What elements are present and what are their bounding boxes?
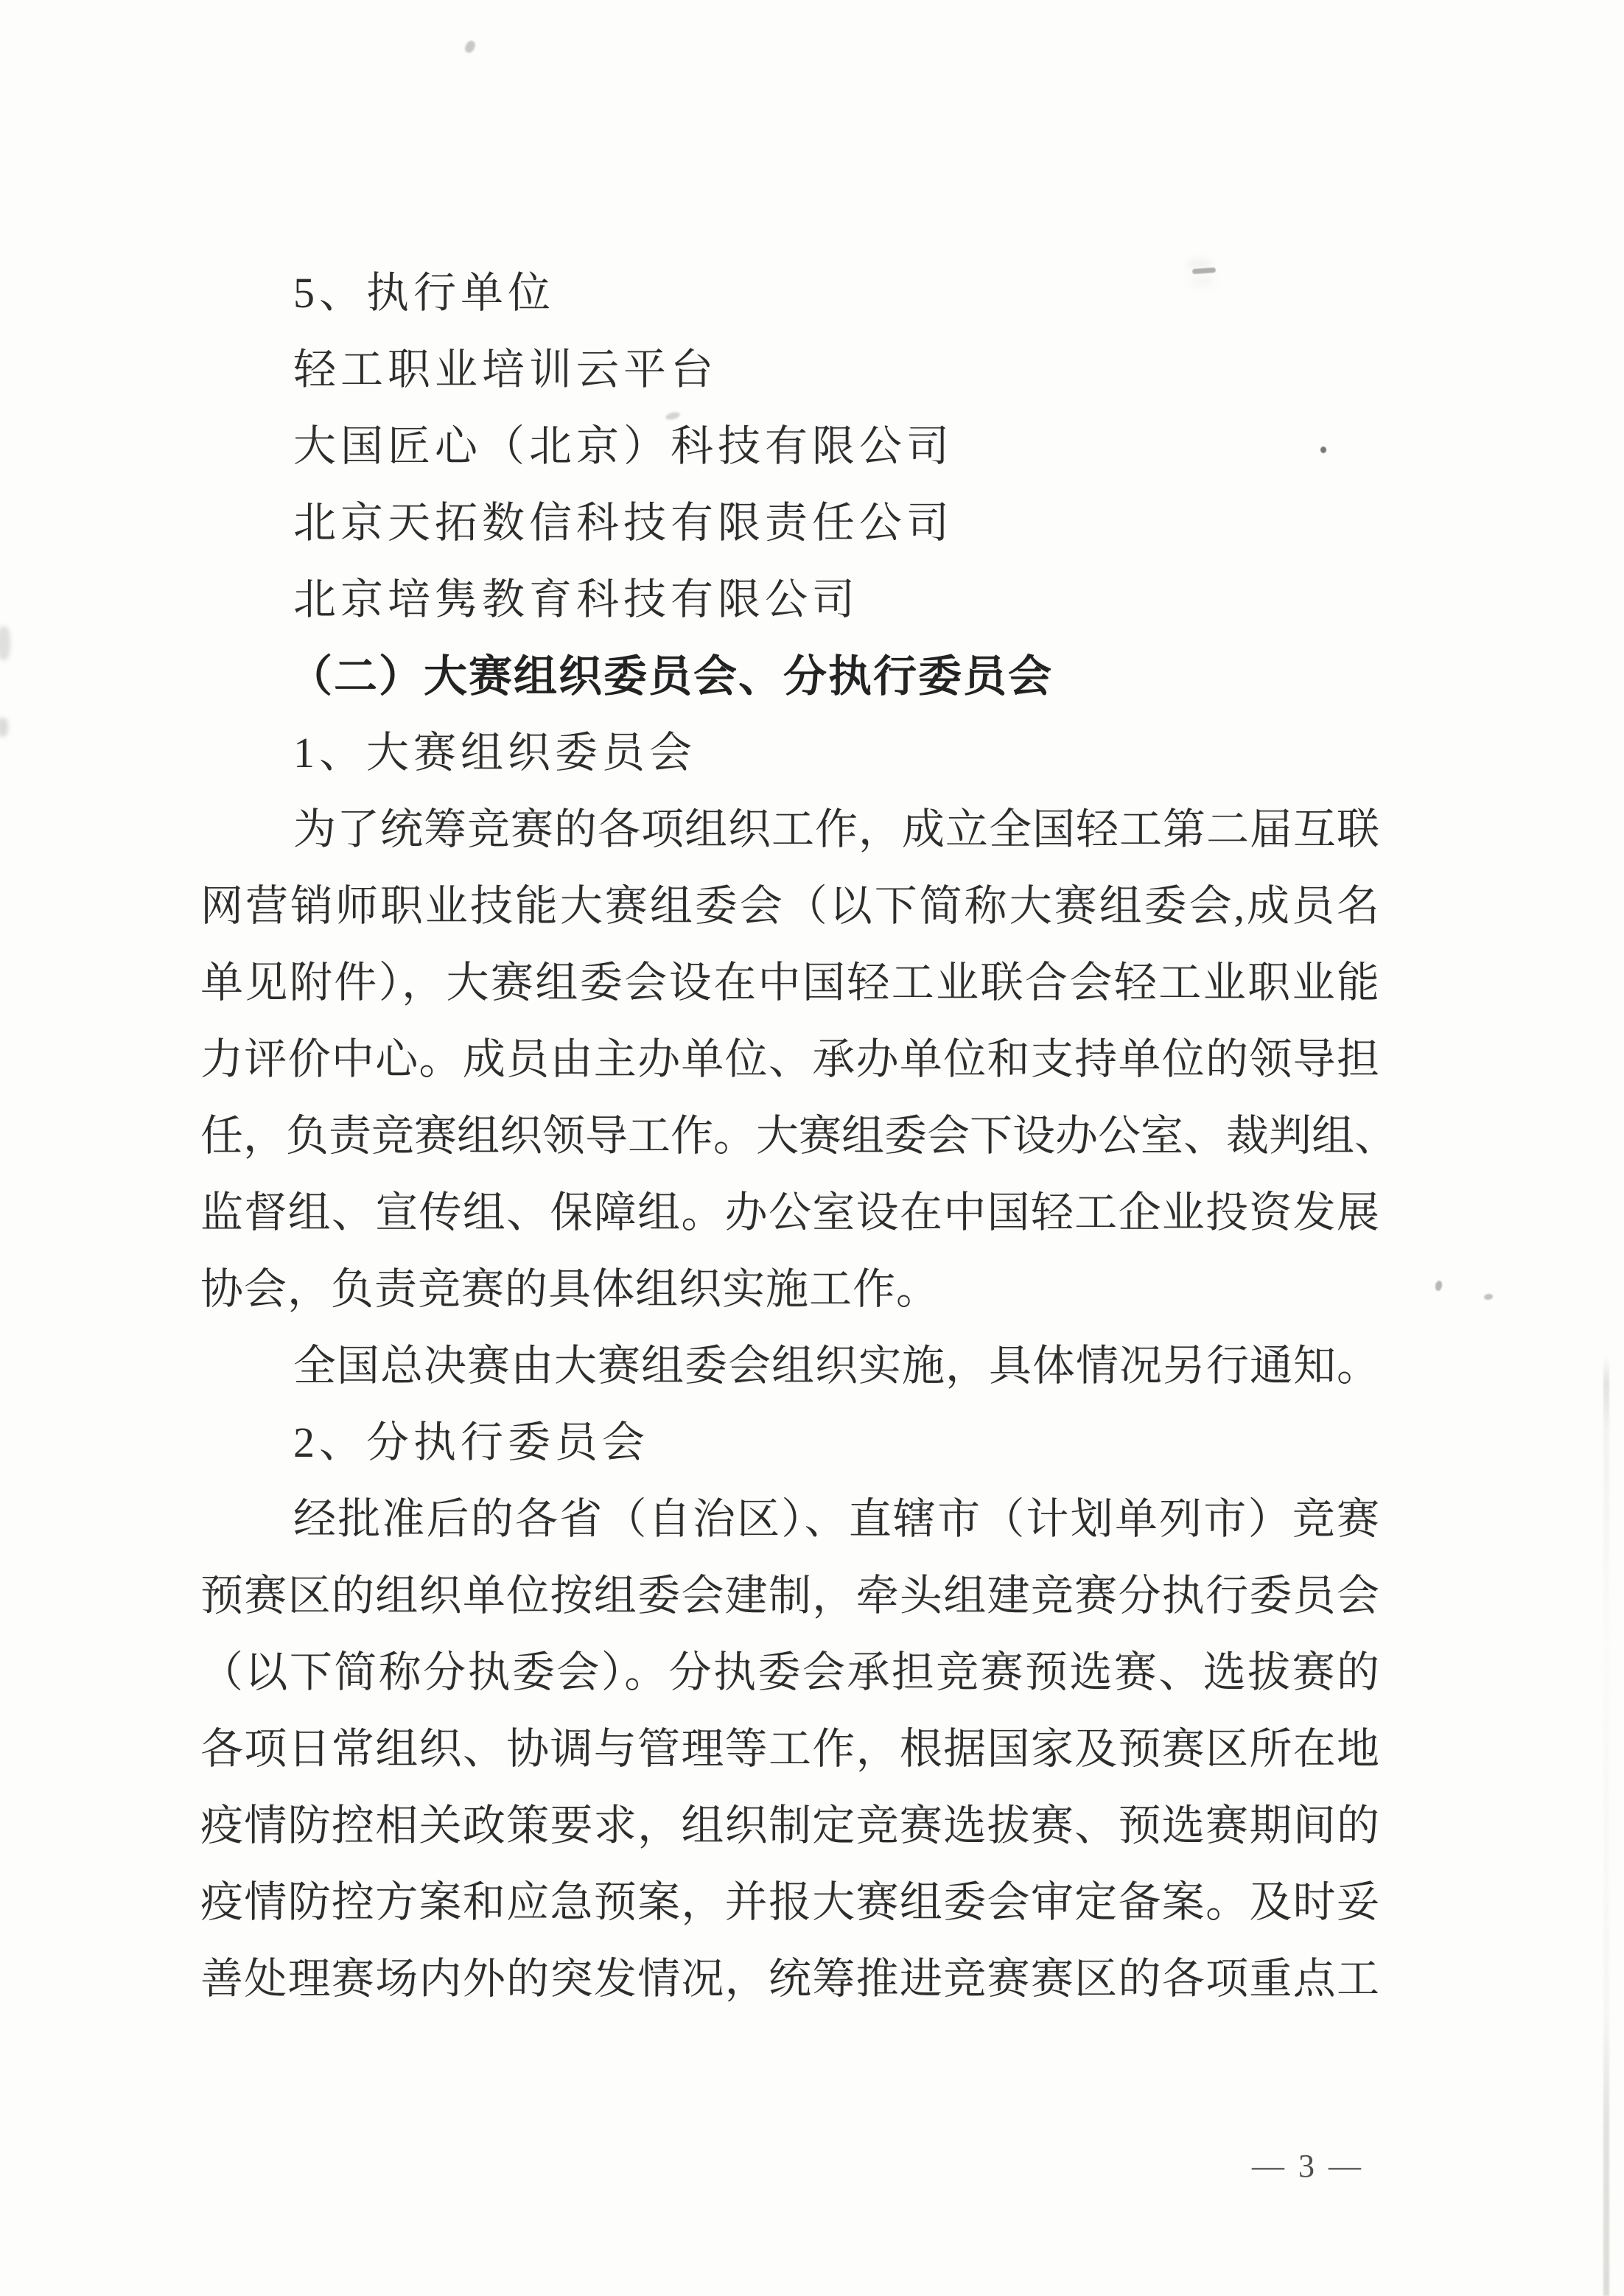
text-line: 北京天拓数信科技有限责任公司 bbox=[293, 499, 954, 547]
text-line: 经批准后的各省（自治区）、直辖市（计划单列市）竞赛 bbox=[293, 1495, 1379, 1543]
scan-artifact-speck bbox=[1484, 1293, 1494, 1301]
text-line: 疫情防控方案和应急预案，并报大赛组委会审定备案。及时妥 bbox=[200, 1878, 1379, 1926]
text-line: 力评价中心。成员由主办单位、承办单位和支持单位的领导担 bbox=[200, 1035, 1379, 1083]
text-line: 全国总决赛由大赛组委会组织实施，具体情况另行通知。 bbox=[293, 1342, 1379, 1390]
text-line: 大国匠心（北京）科技有限公司 bbox=[293, 422, 954, 470]
document-lines bbox=[200, 255, 1398, 2017]
text-line: （以下简称分执委会）。分执委会承担竞赛预选赛、选拔赛的 bbox=[200, 1648, 1379, 1696]
scan-artifact-tick bbox=[463, 39, 477, 55]
text-line: 单见附件），大赛组委会设在中国轻工业联合会轻工业职业能 bbox=[200, 959, 1379, 1007]
page-number: — 3 — bbox=[1252, 2148, 1364, 2184]
text-line: 预赛区的组织单位按组委会建制，牵头组建竞赛分执行委员会 bbox=[200, 1572, 1379, 1620]
scan-artifact-speck bbox=[1435, 1280, 1443, 1292]
scan-artifact-edge-smudge bbox=[0, 626, 10, 660]
text-line: 轻工职业培训云平台 bbox=[293, 346, 718, 393]
text-line: 善处理赛场内外的突发情况，统筹推进竞赛赛区的各项重点工 bbox=[200, 1955, 1379, 2003]
scan-artifact-edge-smudge bbox=[0, 718, 8, 737]
text-line: 监督组、宣传组、保障组。办公室设在中国轻工企业投资发展 bbox=[200, 1189, 1379, 1236]
text-line: 2、分执行委员会 bbox=[293, 1418, 650, 1466]
text-line: 网营销师职业技能大赛组委会（以下简称大赛组委会,成员名 bbox=[200, 882, 1379, 930]
text-line: 为了统筹竞赛的各项组织工作，成立全国轻工第二届互联 bbox=[293, 805, 1379, 853]
text-line: 协会，负责竞赛的具体组织实施工作。 bbox=[200, 1265, 940, 1313]
text-line: 5、执行单位 bbox=[293, 269, 556, 317]
text-line: 疫情防控相关政策要求，组织制定竞赛选拔赛、预选赛期间的 bbox=[200, 1802, 1379, 1849]
text-line: 各项日常组织、协调与管理等工作，根据国家及预赛区所在地 bbox=[200, 1725, 1379, 1773]
text-line: 1、大赛组织委员会 bbox=[293, 729, 697, 777]
text-line: 任，负责竞赛组织领导工作。大赛组委会下设办公室、裁判组、 bbox=[200, 1112, 1398, 1160]
text-line: （二）大赛组织委员会、分执行委员会 bbox=[289, 652, 1054, 701]
scan-artifact-streak bbox=[1603, 1356, 1609, 2296]
text-line: 北京培隽教育科技有限公司 bbox=[293, 575, 860, 623]
